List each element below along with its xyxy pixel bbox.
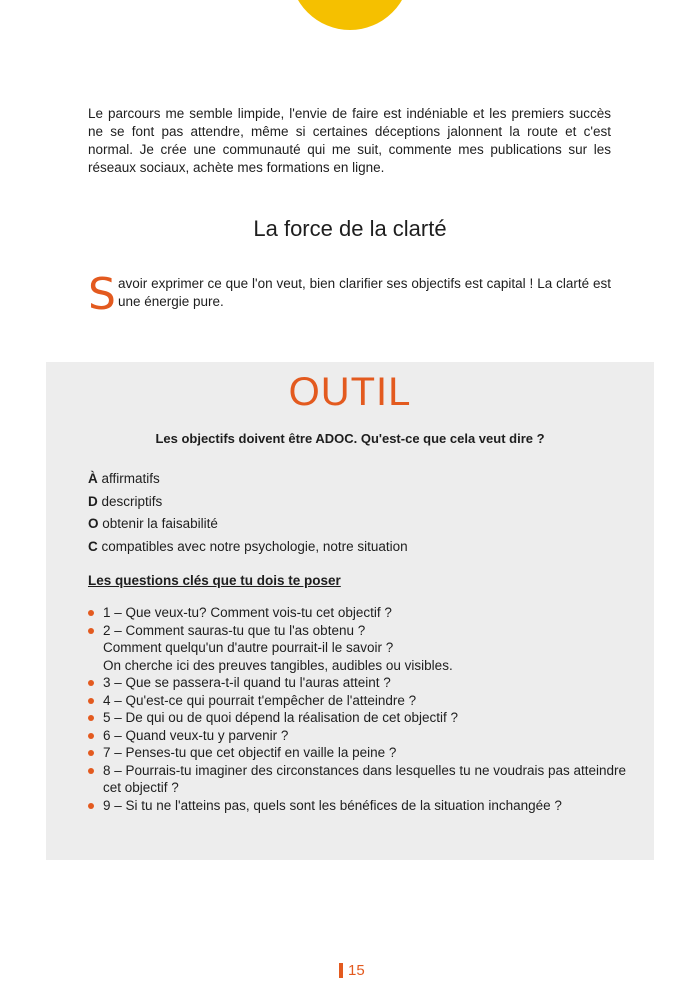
question-item xyxy=(88,604,628,622)
adoc-text: compatibles avec notre psychologie, notre situation xyxy=(101,538,408,554)
page-number-bar xyxy=(339,963,343,978)
question-item xyxy=(88,674,628,692)
adoc-list xyxy=(88,468,408,558)
question-text: 7 – Penses-tu que cet objectif en vaille la peine ? xyxy=(103,745,397,760)
question-subline: On cherche ici des preuves tangibles, audibles ou visibles. xyxy=(103,657,453,673)
adoc-item xyxy=(88,491,408,514)
question-text: 1 – Que veux-tu? Comment vois-tu cet objectif ? xyxy=(103,605,392,620)
question-item xyxy=(88,692,628,710)
adoc-text: descriptifs xyxy=(101,493,163,509)
adoc-letter: D xyxy=(88,493,98,509)
intro-paragraph: Le parcours me semble limpide, l'envie de faire est indéniable et les premiers succès ne se font pas attendre, même si certaines déceptions jalonnent la route et c'est normal. Je crée une communauté qui me suit, commente mes publications sur les réseaux sociaux, achète mes formations en ligne. xyxy=(88,106,611,175)
outil-box xyxy=(46,362,654,860)
question-text: 2 – Comment sauras-tu que tu l'as obtenu ? xyxy=(103,622,366,638)
question-text: 8 – Pourrais-tu imaginer des circonstances dans lesquelles tu ne voudrais pas atteindre cet objectif ? xyxy=(103,762,627,795)
question-text: 5 – De qui ou de quoi dépend la réalisation de cet objectif ? xyxy=(103,710,459,725)
adoc-letter: C xyxy=(88,538,98,554)
adoc-text: affirmatifs xyxy=(101,471,160,486)
adoc-item xyxy=(88,513,408,536)
question-item xyxy=(88,797,628,815)
question-text: 4 – Qu'est-ce qui pourrait t'empêcher de l'atteindre ? xyxy=(103,692,417,708)
question-text: 3 – Que se passera-t-il quand tu l'auras atteint ? xyxy=(103,675,391,690)
question-item xyxy=(88,762,628,797)
outil-question: Les objectifs doivent être ADOC. Qu'est-ce que cela veut dire ? xyxy=(155,431,545,446)
page-number-text: 15 xyxy=(348,962,365,979)
question-item xyxy=(88,709,628,727)
question-text: 9 – Si tu ne l'atteins pas, quels sont les bénéfices de la situation inchangée ? xyxy=(103,797,562,813)
adoc-item xyxy=(88,468,408,491)
question-item xyxy=(88,744,628,762)
decorative-circle xyxy=(290,0,410,30)
adoc-text: obtenir la faisabilité xyxy=(102,516,218,531)
outil-title: OUTIL xyxy=(288,370,412,414)
question-item xyxy=(88,622,628,675)
clarte-paragraph xyxy=(88,269,611,320)
page-number xyxy=(339,962,365,979)
drop-cap: S xyxy=(88,269,116,320)
question-item xyxy=(88,727,628,745)
section-title: La force de la clarté xyxy=(253,216,447,241)
adoc-item xyxy=(88,536,408,559)
question-text: 6 – Quand veux-tu y parvenir ? xyxy=(103,727,289,743)
questions-list xyxy=(88,604,628,814)
question-subline: Comment quelqu'un d'autre pourrait-il le savoir ? xyxy=(103,640,394,655)
key-questions-heading: Les questions clés que tu dois te poser xyxy=(88,573,341,588)
adoc-letter: O xyxy=(88,516,99,531)
adoc-letter: À xyxy=(88,471,98,486)
clarte-text: avoir exprimer ce que l'on veut, bien clarifier ses objectifs est capital ! La clarté est une énergie pure. xyxy=(117,276,611,309)
